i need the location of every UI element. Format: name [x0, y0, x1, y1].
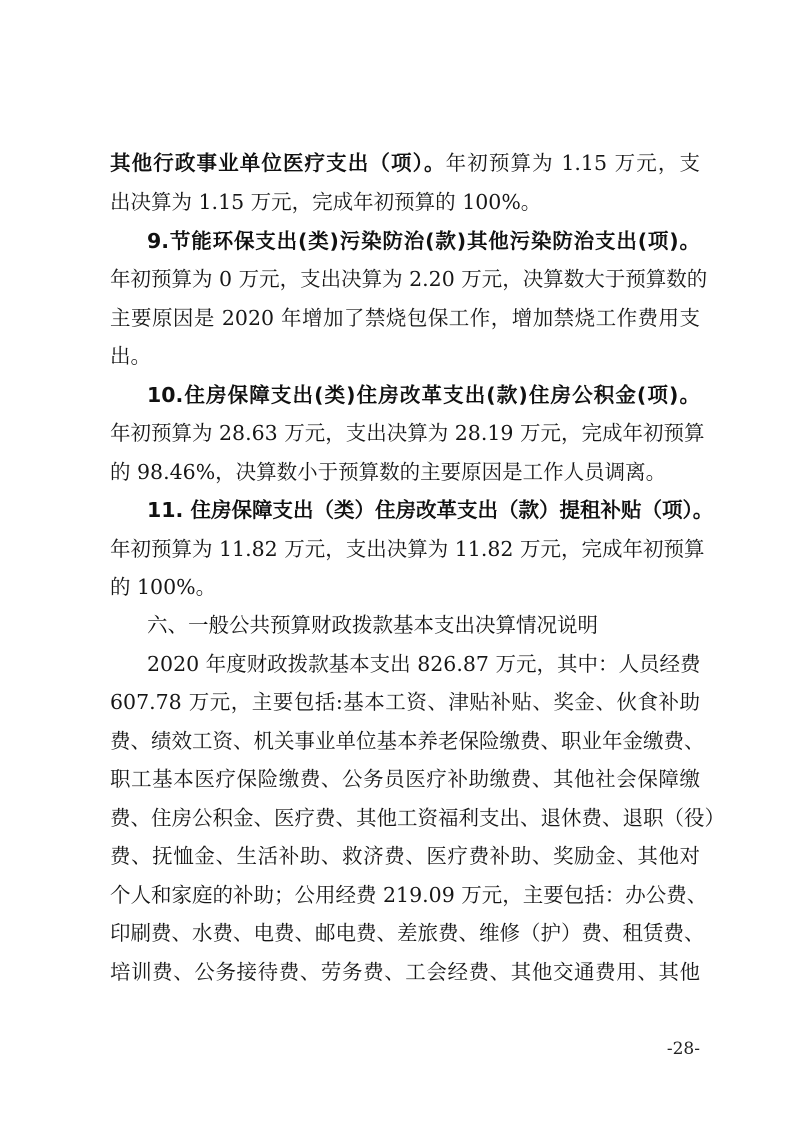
- item-title: 10.住房保障支出(类)住房改革支出(款)住房公积金(项)。: [147, 383, 700, 407]
- paragraph-line: 费、住房公积金、医疗费、其他工资福利支出、退休费、退职（役）: [110, 806, 725, 830]
- item-title: 11. 住房保障支出（类）住房改革支出（款）提租补贴（项）。: [147, 498, 714, 522]
- paragraph-line: 的 100%。: [110, 575, 217, 599]
- paragraph-line: 出决算为 1.15 万元，完成年初预算的 100%。: [110, 190, 542, 214]
- paragraph-line: 出。: [110, 344, 151, 368]
- paragraph-line: 年初预算为 28.63 万元，支出决算为 28.19 万元，完成年初预算: [110, 421, 705, 445]
- page-number: -28-: [666, 1039, 700, 1059]
- paragraph-line: 印刷费、水费、电费、邮电费、差旅费、维修（护）费、租赁费、: [110, 921, 705, 945]
- paragraph-line: 费、抚恤金、生活补助、救济费、医疗费补助、奖励金、其他对: [110, 844, 700, 868]
- line-text: 年初预算为 1.15 万元，支: [445, 151, 700, 175]
- paragraph-line: 个人和家庭的补助；公用经费 219.09 万元，主要包括：办公费、: [110, 883, 708, 907]
- paragraph-line: 培训费、公务接待费、劳务费、工会经费、其他交通费用、其他: [110, 960, 700, 984]
- paragraph-line: 的 98.46%，决算数小于预算数的主要原因是工作人员调离。: [110, 460, 667, 484]
- paragraph-line: 年初预算为 11.82 万元，支出决算为 11.82 万元，完成年初预算: [110, 537, 705, 561]
- paragraph-line: 主要原因是 2020 年增加了禁烧包保工作，增加禁烧工作费用支: [110, 306, 700, 330]
- item-title: 9.节能环保支出(类)污染防治(款)其他污染防治支出(项)。: [147, 229, 700, 253]
- item-title: 其他行政事业单位医疗支出（项）。: [110, 151, 446, 175]
- paragraph-line: 607.78 万元，主要包括:基本工资、津贴补贴、奖金、伙食补助: [110, 690, 700, 714]
- paragraph-line: [110, 146, 700, 180]
- paragraph-line: 年初预算为 0 万元，支出决算为 2.20 万元，决算数大于预算数的: [110, 267, 708, 291]
- paragraph-line: 职工基本医疗保险缴费、公务员医疗补助缴费、其他社会保障缴: [110, 767, 700, 791]
- paragraph-line: 费、绩效工资、机关事业单位基本养老保险缴费、职业年金缴费、: [110, 729, 705, 753]
- section-heading: 六、一般公共预算财政拨款基本支出决算情况说明: [147, 613, 598, 637]
- paragraph-line: 2020 年度财政拨款基本支出 826.87 万元，其中：人员经费: [147, 652, 701, 676]
